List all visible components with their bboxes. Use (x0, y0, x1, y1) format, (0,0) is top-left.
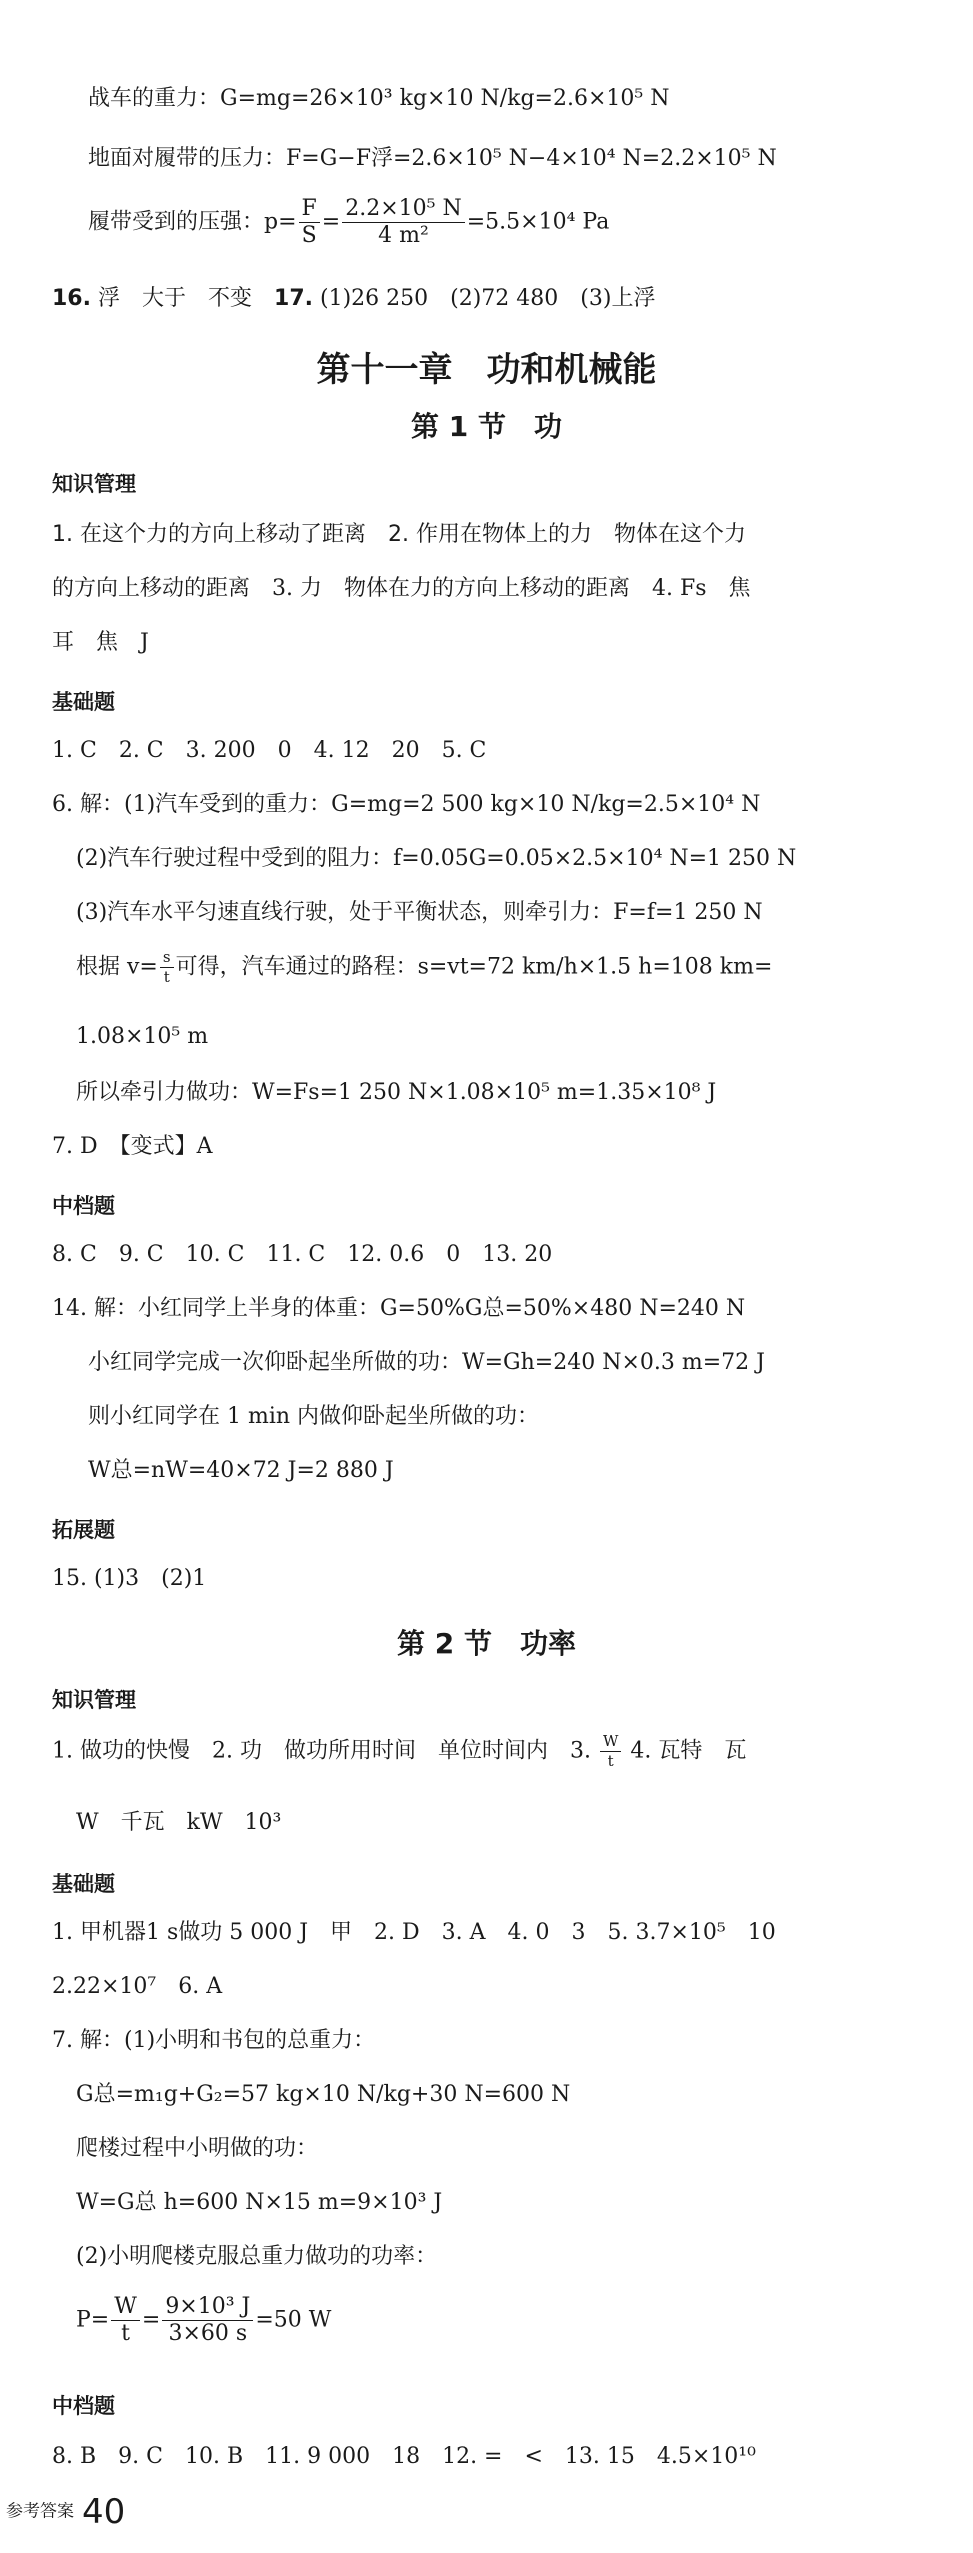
answer-line: 的方向上移动的距离 3. 力 物体在力的方向上移动的距离 4. Fs 焦 (52, 576, 751, 601)
answer-line: 6. 解：(1)汽车受到的重力：G=mg=2 500 kg×10 N/kg=2.5×10⁴ N (52, 792, 761, 817)
fraction: $\frac{s}{t}$ (160, 950, 174, 985)
subsection-heading: 拓展题 (52, 1518, 115, 1542)
fraction: $\frac{W}{t}$ (600, 1734, 621, 1769)
answer-line: 8. B 9. C 10. B 11. 9 000 18 12. = < 13. 15 4.5×10¹⁰ (52, 2444, 756, 2469)
subsection-heading: 知识管理 (52, 472, 136, 496)
answer-line: (3)汽车水平匀速直线行驶，处于平衡状态，则牵引力：F=f=1 250 N (76, 900, 763, 925)
answer-line: 小红同学完成一次仰卧起坐所做的功：W=Gh=240 N×0.3 m=72 J (88, 1350, 765, 1375)
answer-line: 爬楼过程中小明做的功： (76, 2136, 319, 2161)
subsection-heading: 中档题 (52, 2394, 115, 2418)
answer-line: (2)小明爬楼克服总重力做功的功率： (76, 2244, 438, 2269)
answer-line: 1. 甲机器1 s做功 5 000 J 甲 2. D 3. A 4. 0 3 5. 3.7×10⁵ 10 (52, 1920, 776, 1945)
section-title: 第 2 节 功率 (397, 1627, 576, 1660)
answer-line: 根据 v= $\frac{s}{t}$ 可得，汽车通过的路程：s=vt=72 km/h×1.5 h=108 km= (76, 948, 773, 986)
answer-line: 7. D 【变式】A (52, 1134, 213, 1159)
fraction: $\frac{F}{S}$ (299, 198, 320, 247)
answer-line: 1. C 2. C 3. 200 0 4. 12 20 5. C (52, 738, 487, 763)
answer-line: 14. 解：小红同学上半身的体重：G=50%G总=50%×480 N=240 N (52, 1296, 746, 1321)
subsection-heading: 知识管理 (52, 1688, 136, 1712)
answer-line: 8. C 9. C 10. C 11. C 12. 0.6 0 13. 20 (52, 1242, 553, 1267)
fraction: $\frac{\text{2.2×10⁵ N}}{\text{4 m²}}$ (342, 198, 464, 247)
answer-line: 7. 解：(1)小明和书包的总重力： (52, 2028, 376, 2053)
chapter-title: 第十一章 功和机械能 (316, 350, 657, 390)
answer-line: 16. 浮 大于 不变 17. (1)26 250 (2)72 480 (3)上浮 (52, 286, 656, 311)
answer-line: G总=m₁g+G₂=57 kg×10 N/kg+30 N=600 N (76, 2082, 571, 2107)
answer-line: 地面对履带的压力：F=G−F浮=2.6×10⁵ N−4×10⁴ N=2.2×10⁵ N (88, 146, 777, 171)
answer-line: 战车的重力：G=mg=26×10³ kg×10 N/kg=2.6×10⁵ N (88, 86, 670, 111)
answer-line: 则小红同学在 1 min 内做仰卧起坐所做的功： (88, 1404, 540, 1429)
section-title: 第 1 节 功 (411, 410, 562, 443)
answer-line: 耳 焦 J (52, 630, 149, 655)
answer-line: P= $\frac{W}{t}$ = $\frac{\text{9×10³ J}}{3\times 60 s}$ =50 W (76, 2294, 332, 2346)
page-number: 40 (82, 2492, 126, 2532)
answer-line: (2)汽车行驶过程中受到的阻力：f=0.05G=0.05×2.5×10⁴ N=1 250 N (76, 846, 797, 871)
subsection-heading: 基础题 (52, 1872, 115, 1896)
answer-line: 所以牵引力做功：W=Fs=1 250 N×1.08×10⁵ m=1.35×10⁸ J (76, 1080, 717, 1105)
formula-prefix: 履带受到的压强：p= (88, 209, 297, 235)
answer-line: 履带受到的压强：p= $\frac{F}{S}$ = $\frac{\text{2.2×10⁵ N}}{\text{4 m²}}$ =5.5×10⁴ Pa (88, 196, 610, 248)
answer-line: 2.22×10⁷ 6. A (52, 1974, 223, 1999)
answer-line: W总=nW=40×72 J=2 880 J (88, 1458, 394, 1483)
answer-line: W 千瓦 kW 10³ (76, 1810, 282, 1835)
fraction: $\frac{\text{9×10³ J}}{3\times 60 s}$ (162, 2296, 253, 2345)
subsection-heading: 基础题 (52, 690, 115, 714)
subsection-heading: 中档题 (52, 1194, 115, 1218)
footer-label: 参考答案 (6, 2501, 74, 2522)
page-footer (6, 2492, 125, 2532)
answer-line: 1. 做功的快慢 2. 功 做功所用时间 单位时间内 3. $\frac{W}{t}$ 4. 瓦特 瓦 (52, 1732, 747, 1770)
fraction: $\frac{W}{t}$ (111, 2296, 140, 2345)
answer-line: 1. 在这个力的方向上移动了距离 2. 作用在物体上的力 物体在这个力 (52, 522, 746, 547)
answer-line: W=G总 h=600 N×15 m=9×10³ J (76, 2190, 443, 2215)
answer-line: 15. (1)3 (2)1 (52, 1566, 207, 1591)
answer-line: 1.08×10⁵ m (76, 1024, 209, 1049)
